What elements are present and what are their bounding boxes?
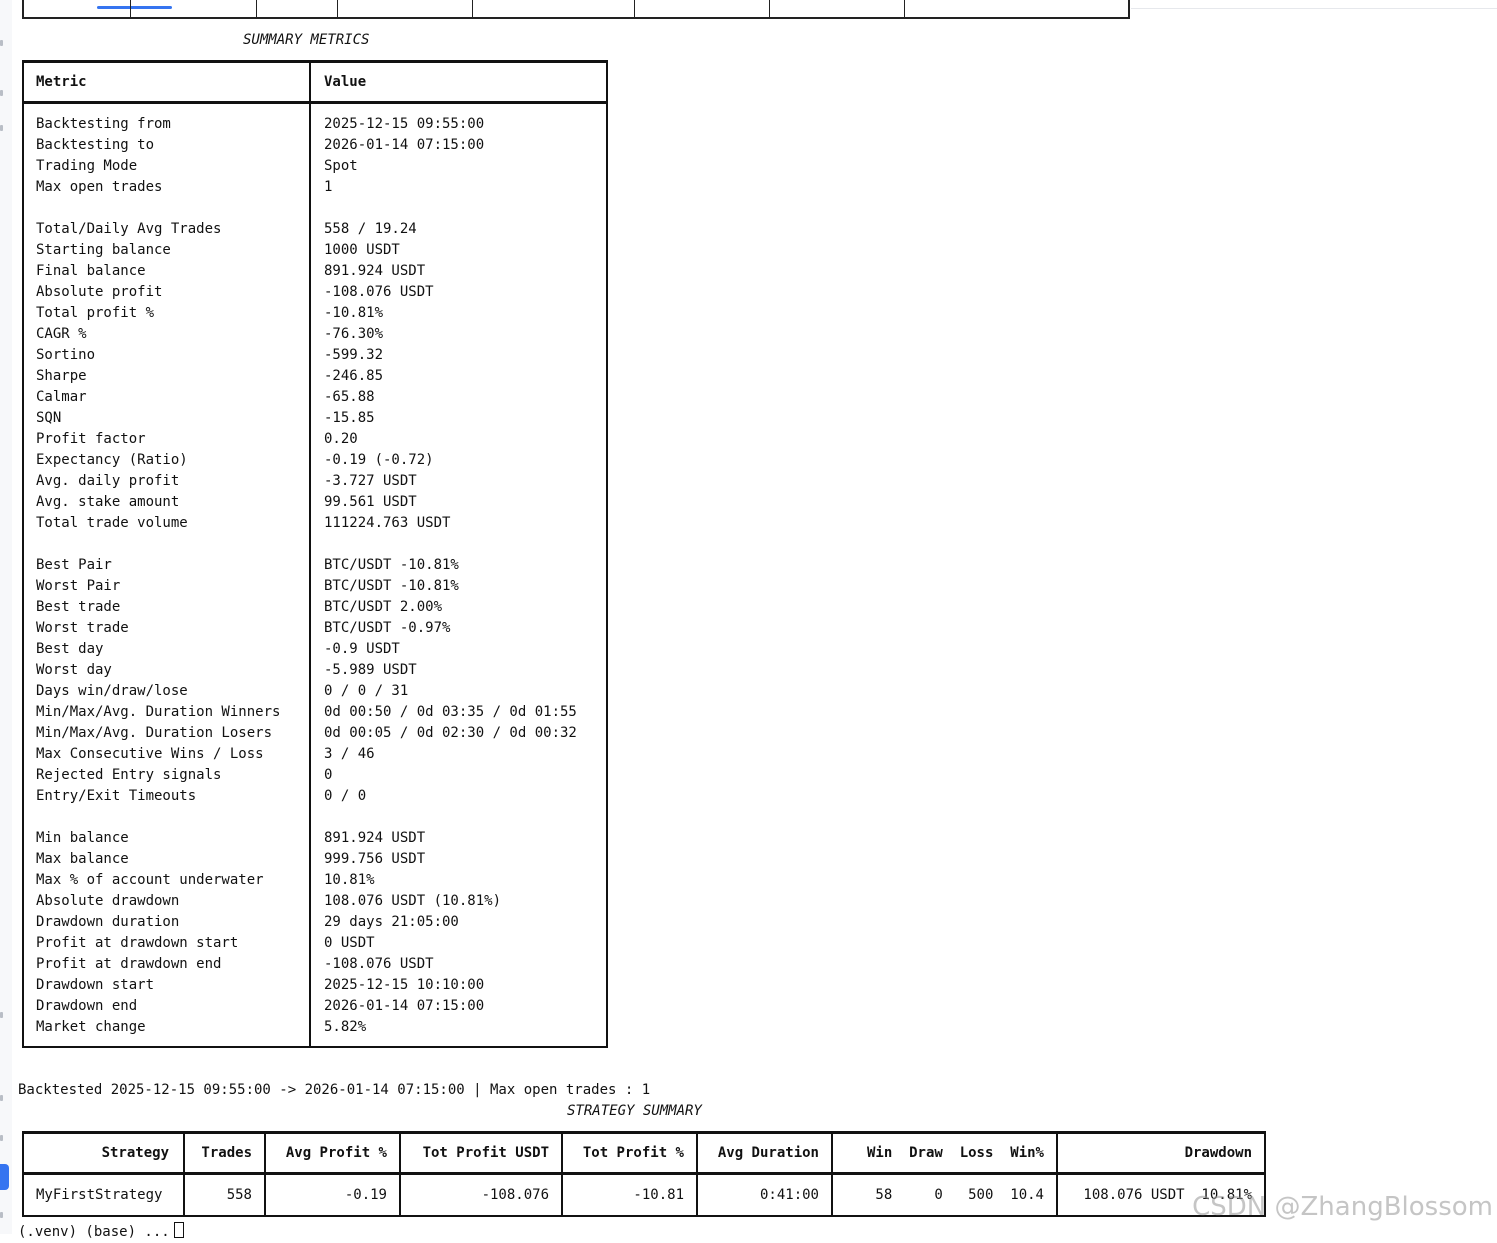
- column-divider: [831, 1131, 833, 1217]
- metric-value: 891.924 USDT: [324, 263, 426, 279]
- metric-value: -108.076 USDT: [324, 284, 434, 300]
- column-divider: [1056, 1131, 1058, 1217]
- gutter-marker: [0, 1212, 3, 1218]
- metric-value: 2025-12-15 09:55:00: [324, 116, 485, 132]
- metric-value: 0d 00:05 / 0d 02:30 / 0d 00:32: [324, 725, 577, 741]
- metric-name: Sortino: [36, 347, 96, 363]
- metric-name: Max balance: [36, 851, 129, 867]
- metric-value: -108.076 USDT: [324, 956, 434, 972]
- metric-value: -599.32: [324, 347, 384, 363]
- left-gutter: [0, 0, 12, 1234]
- cell-drawdown: 108.076 USDT 10.81%: [1083, 1187, 1252, 1203]
- gutter-marker: [0, 1095, 3, 1101]
- top-frame-line: [1131, 8, 1497, 9]
- metric-name: Rejected Entry signals: [36, 767, 222, 783]
- backtested-range-line: Backtested 2025-12-15 09:55:00 -> 2026-01-14 07:15:00 | Max open trades : 1: [18, 1082, 651, 1098]
- metric-value: BTC/USDT -0.97%: [324, 620, 451, 636]
- metric-value: 5.82%: [324, 1019, 367, 1035]
- strategy-summary-caption: STRATEGY SUMMARY: [567, 1103, 702, 1119]
- cell-avg-duration: 0:41:00: [759, 1187, 819, 1203]
- metric-name: Market change: [36, 1019, 146, 1035]
- metric-name: Profit at drawdown start: [36, 935, 239, 951]
- metric-value: -246.85: [324, 368, 384, 384]
- metric-value: 0.20: [324, 431, 358, 447]
- gutter-marker: [0, 90, 3, 96]
- metric-name: Best day: [36, 641, 104, 657]
- metric-name: Best Pair: [36, 557, 112, 573]
- metric-value: 0 / 0: [324, 788, 367, 804]
- header-strategy: Strategy: [101, 1145, 169, 1161]
- metric-values-column: [324, 114, 577, 1038]
- active-tool-indicator[interactable]: [0, 1164, 9, 1190]
- metric-value: -5.989 USDT: [324, 662, 417, 678]
- cell-trades: 558: [226, 1187, 252, 1203]
- metric-value: 999.756 USDT: [324, 851, 426, 867]
- prompt-text: (.venv) (base) ...: [18, 1224, 170, 1240]
- metric-name: Total profit %: [36, 305, 155, 321]
- metric-name: [36, 807, 280, 828]
- metric-value: 2025-12-15 10:10:00: [324, 977, 485, 993]
- metric-value: 99.561 USDT: [324, 494, 417, 510]
- previous-table-bottom-border: [22, 17, 1130, 19]
- metric-name: Absolute profit: [36, 284, 163, 300]
- cell-avg-profit: -0.19: [344, 1187, 387, 1203]
- metric-value: [324, 807, 577, 828]
- metric-value: 2026-01-14 07:15:00: [324, 137, 485, 153]
- metric-value: [324, 198, 577, 219]
- metric-value: -0.19 (-0.72): [324, 452, 434, 468]
- terminal-prompt[interactable]: [18, 1222, 184, 1243]
- metric-name: Entry/Exit Timeouts: [36, 788, 197, 804]
- metric-name: Profit factor: [36, 431, 146, 447]
- metric-name: Trading Mode: [36, 158, 138, 174]
- cell-strategy: MyFirstStrategy: [36, 1187, 163, 1203]
- header-avg-duration: Avg Duration: [717, 1145, 819, 1161]
- header-separator: [22, 101, 608, 104]
- cell-win-draw-loss: 58 0 500 10.4: [866, 1187, 1044, 1203]
- metric-name: Days win/draw/lose: [36, 683, 188, 699]
- previous-table-divider: [1128, 0, 1130, 17]
- column-divider: [309, 60, 311, 1048]
- metric-name: Calmar: [36, 389, 87, 405]
- metric-value: 891.924 USDT: [324, 830, 426, 846]
- metric-value: -65.88: [324, 389, 375, 405]
- column-divider: [183, 1131, 185, 1217]
- column-divider: [561, 1131, 563, 1217]
- metric-name: Backtesting from: [36, 116, 171, 132]
- gutter-marker: [0, 40, 3, 46]
- metric-value: 0 / 0 / 31: [324, 683, 409, 699]
- metric-value: BTC/USDT -10.81%: [324, 578, 459, 594]
- header-avg-profit: Avg Profit %: [285, 1145, 387, 1161]
- metric-value: 1: [324, 179, 333, 195]
- metric-name: Profit at drawdown end: [36, 956, 222, 972]
- metric-value: -0.9 USDT: [324, 641, 400, 657]
- watermark: CSDN @ZhangBlossom: [1192, 1192, 1493, 1222]
- cell-tot-profit-pct: -10.81: [633, 1187, 684, 1203]
- metric-name: Min balance: [36, 830, 129, 846]
- metric-name: Drawdown duration: [36, 914, 180, 930]
- horizontal-scrollbar-thumb[interactable]: [97, 6, 172, 9]
- metric-value: 111224.763 USDT: [324, 515, 451, 531]
- gutter-marker: [0, 1012, 3, 1018]
- metric-name: Final balance: [36, 263, 146, 279]
- metric-name: [36, 198, 280, 219]
- metric-name: Avg. stake amount: [36, 494, 180, 510]
- strategy-summary-table: [22, 1131, 1266, 1217]
- previous-table-divider: [634, 0, 635, 17]
- previous-table-divider: [130, 0, 131, 17]
- previous-table-divider: [904, 0, 905, 17]
- metric-value: 10.81%: [324, 872, 375, 888]
- metric-name: Expectancy (Ratio): [36, 452, 188, 468]
- metric-name: Sharpe: [36, 368, 87, 384]
- metric-value: 2026-01-14 07:15:00: [324, 998, 485, 1014]
- metric-value: -3.727 USDT: [324, 473, 417, 489]
- metric-value: 3 / 46: [324, 746, 375, 762]
- previous-table-divider: [22, 0, 24, 17]
- header-separator: [22, 1172, 1266, 1175]
- metric-value: Spot: [324, 158, 358, 174]
- summary-metrics-caption: SUMMARY METRICS: [243, 32, 370, 48]
- previous-table-divider: [472, 0, 473, 17]
- metric-name: Best trade: [36, 599, 121, 615]
- metric-name: [36, 534, 280, 555]
- header-tot-profit-pct: Tot Profit %: [582, 1145, 684, 1161]
- metric-name: Min/Max/Avg. Duration Losers: [36, 725, 273, 741]
- column-divider: [399, 1131, 401, 1217]
- metric-name: Max % of account underwater: [36, 872, 264, 888]
- previous-table-divider: [337, 0, 338, 17]
- metric-value: BTC/USDT -10.81%: [324, 557, 459, 573]
- metric-name: Drawdown end: [36, 998, 138, 1014]
- metric-value: BTC/USDT 2.00%: [324, 599, 443, 615]
- header-win-draw-loss: Win Draw Loss Win%: [866, 1145, 1044, 1161]
- previous-table-divider: [769, 0, 770, 17]
- header-tot-profit-usdt: Tot Profit USDT: [422, 1145, 549, 1161]
- metric-name: CAGR %: [36, 326, 87, 342]
- metric-name: Worst trade: [36, 620, 129, 636]
- header-drawdown: Drawdown: [1184, 1145, 1252, 1161]
- cell-tot-profit-usdt: -108.076: [481, 1187, 549, 1203]
- gutter-marker: [0, 1135, 3, 1141]
- value-column-header: Value: [324, 74, 367, 90]
- metric-value: 558 / 19.24: [324, 221, 417, 237]
- header-trades: Trades: [201, 1145, 252, 1161]
- metric-name: Starting balance: [36, 242, 171, 258]
- metric-value: 108.076 USDT (10.81%): [324, 893, 502, 909]
- metric-value: -76.30%: [324, 326, 384, 342]
- metric-value: 0d 00:50 / 0d 03:35 / 0d 01:55: [324, 704, 577, 720]
- metric-name: Max open trades: [36, 179, 163, 195]
- metric-name: Backtesting to: [36, 137, 155, 153]
- summary-metrics-table: [22, 60, 608, 1048]
- metric-name: Absolute drawdown: [36, 893, 180, 909]
- metric-value: 29 days 21:05:00: [324, 914, 459, 930]
- column-divider: [696, 1131, 698, 1217]
- metric-name: Drawdown start: [36, 977, 155, 993]
- text-cursor: [174, 1222, 184, 1238]
- metric-name: Total/Daily Avg Trades: [36, 221, 222, 237]
- metric-name: SQN: [36, 410, 62, 426]
- gutter-marker: [0, 125, 3, 131]
- metric-value: [324, 534, 577, 555]
- metric-names-column: [36, 114, 280, 1038]
- metric-value: -15.85: [324, 410, 375, 426]
- metric-value: -10.81%: [324, 305, 384, 321]
- metric-column-header: Metric: [36, 74, 87, 90]
- metric-value: 1000 USDT: [324, 242, 400, 258]
- metric-value: 0: [324, 767, 333, 783]
- metric-name: Min/Max/Avg. Duration Winners: [36, 704, 281, 720]
- previous-table-divider: [256, 0, 257, 17]
- metric-name: Worst Pair: [36, 578, 121, 594]
- metric-name: Worst day: [36, 662, 112, 678]
- metric-name: Total trade volume: [36, 515, 188, 531]
- column-divider: [264, 1131, 266, 1217]
- metric-name: Max Consecutive Wins / Loss: [36, 746, 264, 762]
- metric-value: 0 USDT: [324, 935, 375, 951]
- metric-name: Avg. daily profit: [36, 473, 180, 489]
